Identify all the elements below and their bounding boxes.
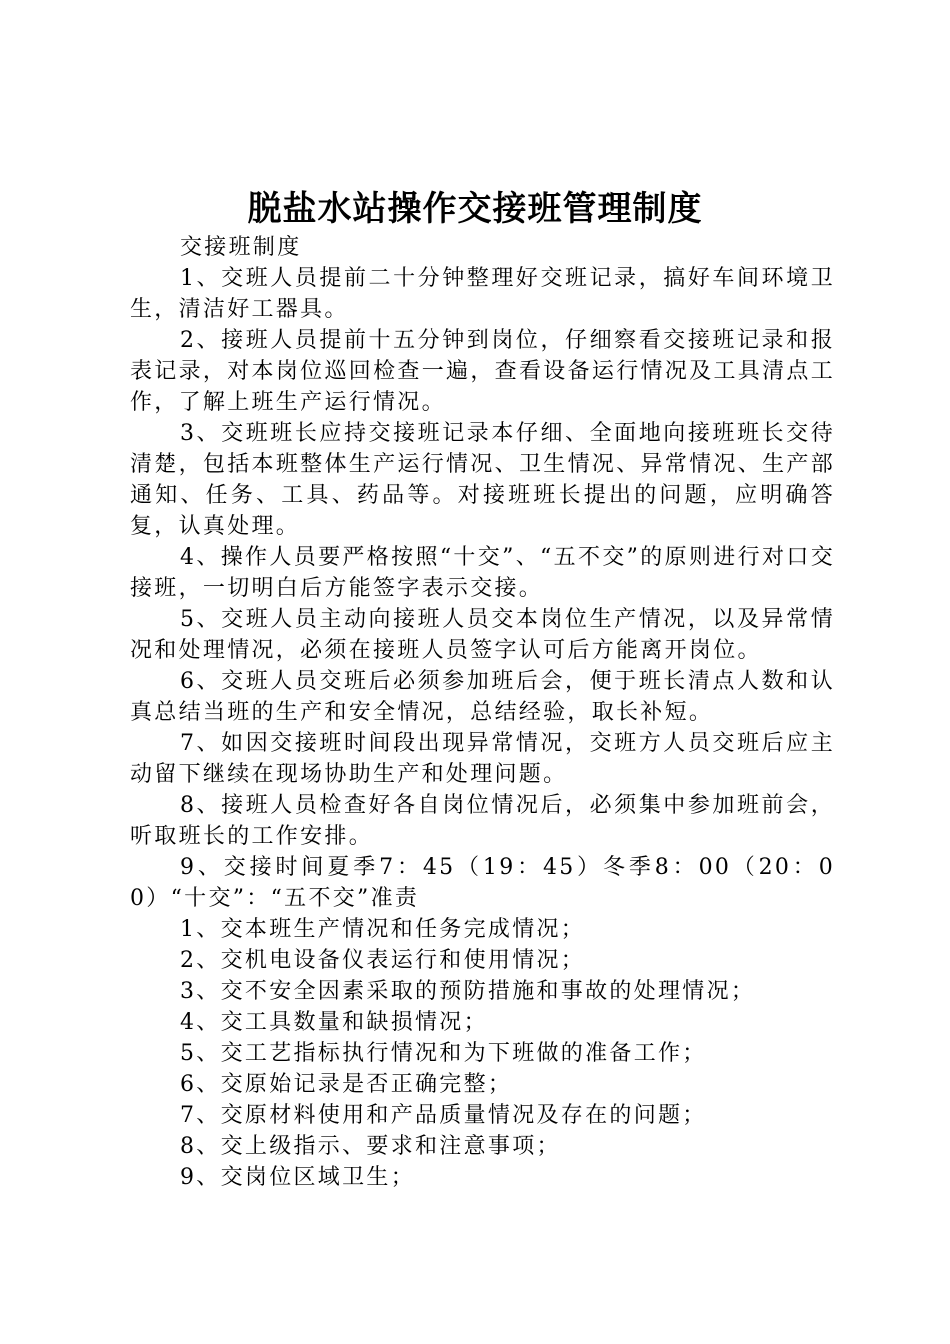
paragraph: 5、交班人员主动向接班人员交本岗位生产情况，以及异常情况和处理情况，必须在接班人员签字认可后方能离开岗位。 <box>130 607 835 663</box>
paragraph: 7、如因交接班时间段出现异常情况，交班方人员交班后应主动留下继续在现场协助生产和处理问题。 <box>130 731 835 787</box>
list-item: 7、交原材料使用和产品质量情况及存在的问题； <box>180 1103 707 1128</box>
paragraph: 8、接班人员检查好各自岗位情况后，必须集中参加班前会，听取班长的工作安排。 <box>130 793 835 849</box>
list-item: 1、交本班生产情况和任务完成情况； <box>180 917 586 942</box>
list-item: 9、交岗位区域卫生； <box>180 1165 415 1190</box>
paragraph: 4、操作人员要严格按照“十交”、“五不交”的原则进行对口交接班，一切明白后方能签字表示交接。 <box>130 545 835 601</box>
document-title: 脱盐水站操作交接班管理制度 <box>247 189 703 229</box>
list-item: 2、交机电设备仪表运行和使用情况； <box>180 948 586 973</box>
paragraph: 1、交班人员提前二十分钟整理好交班记录，搞好车间环境卫生，清洁好工器具。 <box>130 266 835 322</box>
paragraph: 9、交接时间夏季7：45（19：45）冬季8：00（20：00）“十交”：“五不交”准责 <box>130 855 835 911</box>
list-item: 8、交上级指示、要求和注意事项； <box>180 1134 561 1159</box>
list-item: 5、交工艺指标执行情况和为下班做的准备工作； <box>180 1041 707 1066</box>
paragraph: 2、接班人员提前十五分钟到岗位，仔细察看交接班记录和报表记录，对本岗位巡回检查一遍，查看设备运行情况及工具清点工作，了解上班生产运行情况。 <box>130 328 835 415</box>
document-body <box>130 232 835 1193</box>
list-item: 6、交原始记录是否正确完整； <box>180 1072 513 1097</box>
paragraph: 6、交班人员交班后必须参加班后会，便于班长清点人数和认真总结当班的生产和安全情况，总结经验，取长补短。 <box>130 669 835 725</box>
paragraph: 3、交班班长应持交接班记录本仔细、全面地向接班班长交待清楚，包括本班整体生产运行情况、卫生情况、异常情况、生产部通知、任务、工具、药品等。对接班班长提出的问题，应明确答复，认真处理。 <box>130 421 835 539</box>
paragraph-heading: 交接班制度 <box>180 235 302 260</box>
list-item: 3、交不安全因素采取的预防措施和事故的处理情况； <box>180 979 756 1004</box>
list-item: 4、交工具数量和缺损情况； <box>180 1010 488 1035</box>
